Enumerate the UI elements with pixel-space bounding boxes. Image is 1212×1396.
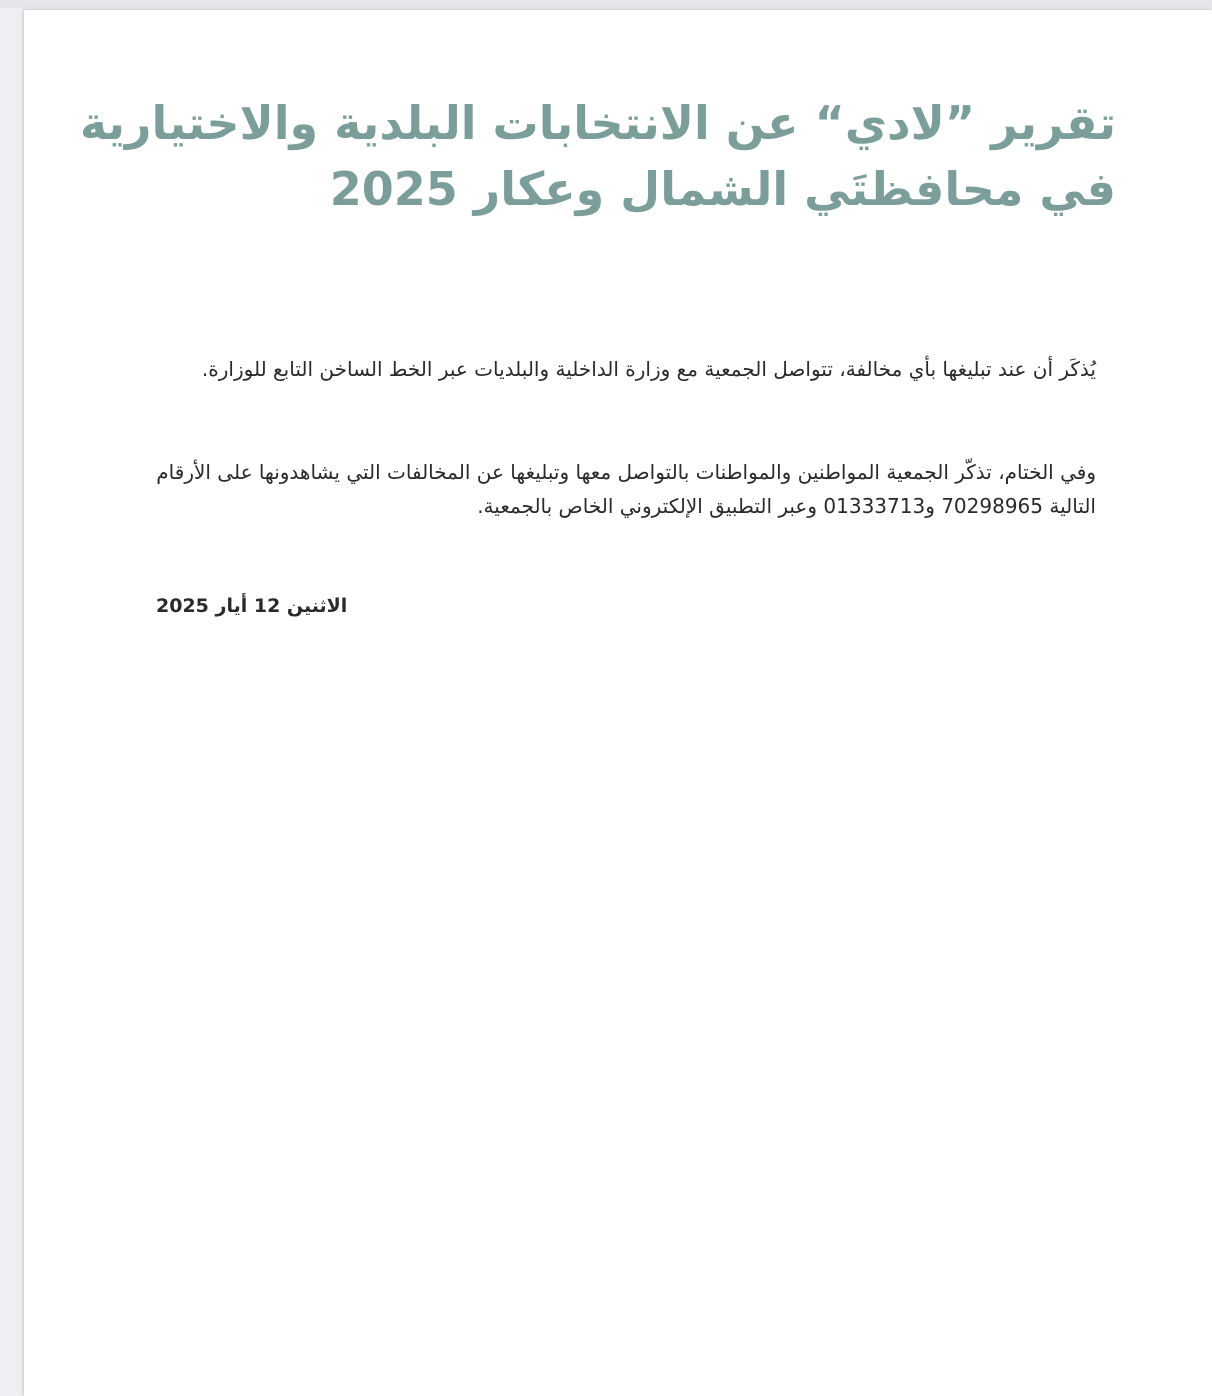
paragraph-closing: وفي الختام، تذكّر الجمعية المواطنين والمواطنات بالتواصل معها وتبليغها عن المخالفات التي يشاهدونها على الأرقام التالية 70298965 و01333713 وعبر التطبيق الإلكتروني الخاص بالجمعية. bbox=[156, 460, 1096, 518]
paragraph-hotline: يُذكَر أن عند تبليغها بأي مخالفة، تتواصل الجمعية مع وزارة الداخلية والبلديات عبر الخط الساخن التابع للوزارة. bbox=[201, 357, 1096, 381]
document-date: الاثنين 12 أيار 2025 bbox=[156, 595, 348, 617]
viewer-top-edge bbox=[0, 0, 1212, 8]
document-title bbox=[79, 90, 1116, 222]
title-line-2: في محافظتَي الشمال وعكار 2025 bbox=[329, 162, 1116, 216]
title-line-1: تقرير ”لادي“ عن الانتخابات البلدية والاختيارية bbox=[79, 96, 1116, 150]
document-page[interactable] bbox=[24, 10, 1212, 1396]
